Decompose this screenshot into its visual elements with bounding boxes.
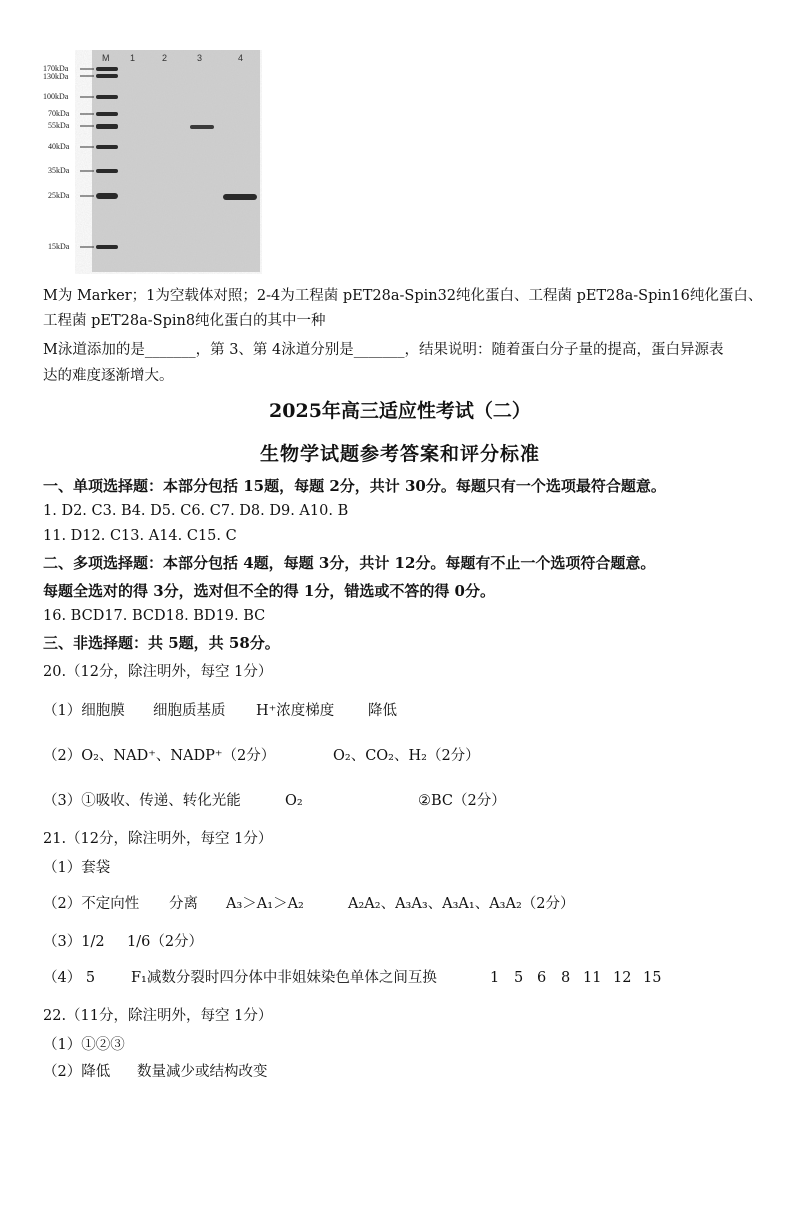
section1-heading: 一、单项选择题：本部分包括 15题，每题 2分，共计 30分。每题只有一个选项最符合题意。 <box>43 477 666 495</box>
lane-label-2: 2 <box>162 53 168 63</box>
ladder-band-35 <box>96 169 118 173</box>
q20-a3-part2: O₂ <box>285 793 303 809</box>
q20-a3-part1: （3）①吸收、传递、转化光能 <box>43 793 241 809</box>
ladder-band-70 <box>96 112 118 116</box>
ladder-band-100 <box>96 95 118 99</box>
ladder-band-55 <box>96 124 118 129</box>
section3-heading: 三、非选择题：共 5题，共 58分。 <box>43 634 280 652</box>
ladder-band-40 <box>96 145 118 149</box>
q22-head: 22.（11分，除注明外，每空 1分） <box>43 1008 273 1024</box>
caption-line-1: M为 Marker；1为空载体对照；2-4为工程菌 pET28a-Spin32纯化蛋白、工程菌 pET28a-Spin16纯化蛋白、 <box>43 288 763 304</box>
ladder-band-25 <box>96 193 118 199</box>
page-title: 2025年高三适应性考试（二） <box>269 400 531 422</box>
ladder-band-15 <box>96 245 118 249</box>
page-subtitle: 生物学试题参考答案和评分标准 <box>259 443 540 465</box>
lane4-band <box>223 194 257 200</box>
q21-a4-num5: 11 <box>583 970 602 986</box>
q21-a2-part1: （2）不定向性 <box>43 896 140 912</box>
q21-a4-num1: 1 <box>490 970 500 986</box>
q20-a1-part1: （1）细胞膜 <box>43 703 125 719</box>
q21-a4-num6: 12 <box>613 970 632 986</box>
caption-line-2: 工程菌 pET28a-Spin8纯化蛋白的其中一种 <box>43 313 326 329</box>
section1-answers-row1: 1. D2. C3. B4. D5. C6. C7. D8. D9. A10. B <box>43 503 349 519</box>
section1-answers-row2: 11. D12. C13. A14. C15. C <box>43 528 237 544</box>
q21-a2-part4: A₂A₂、A₃A₃、A₃A₁、A₃A₂（2分） <box>348 896 575 912</box>
ladder-band-130 <box>96 74 118 78</box>
q20-a2-part1: （2）O₂、NAD⁺、NADP⁺（2分） <box>43 748 276 764</box>
marker-label-100: 100kDa <box>43 92 69 101</box>
q22-a2-part1: （2）降低 <box>43 1064 111 1080</box>
section2-heading-1: 二、多项选择题：本部分包括 4题，每题 3分，共计 12分。每题有不止一个选项符合题意。 <box>43 554 656 572</box>
marker-label-25: 25kDa <box>48 191 70 200</box>
marker-label-40: 40kDa <box>48 142 70 151</box>
marker-label-130: 130kDa <box>43 72 69 81</box>
marker-label-35: 35kDa <box>48 166 70 175</box>
caption-line-4: 达的难度逐渐增大。 <box>43 368 174 384</box>
q21-a4-num7: 15 <box>643 970 662 986</box>
ladder-band-170 <box>96 67 118 71</box>
q21-a4-num3: 6 <box>537 970 547 986</box>
lane-label-1: 1 <box>130 53 136 63</box>
lane-label-4: 4 <box>238 53 244 63</box>
section2-heading-2: 每题全选对的得 3分，选对但不全的得 1分，错选或不答的得 0分。 <box>43 582 495 600</box>
q21-a4-num2: 5 <box>514 970 524 986</box>
q21-head: 21.（12分，除注明外，每空 1分） <box>43 831 273 847</box>
q21-a2-part3: A₃＞A₁＞A₂ <box>226 896 304 912</box>
gel-figure <box>40 50 262 274</box>
gel-image <box>40 50 262 274</box>
q22-a2-part2: 数量减少或结构改变 <box>137 1064 268 1080</box>
q21-a3-part1: （3）1/2 <box>43 934 105 950</box>
section2-answers-row1: 16. BCD17. BCD18. BD19. BC <box>43 608 266 624</box>
lane3-band <box>190 125 214 129</box>
q21-a2-part2: 分离 <box>169 896 198 912</box>
q21-a1: （1）套袋 <box>43 860 111 876</box>
lane-label-m: M <box>102 53 110 63</box>
q20-a3-part3: ②BC（2分） <box>418 793 506 809</box>
marker-label-170: 170kDa <box>43 64 69 73</box>
q20-a2-part2: O₂、CO₂、H₂（2分） <box>333 748 480 764</box>
marker-label-15: 15kDa <box>48 242 70 251</box>
q20-a1-part3: H⁺浓度梯度 <box>256 703 335 719</box>
q20-head: 20.（12分，除注明外，每空 1分） <box>43 664 273 680</box>
q21-a4-num4: 8 <box>561 970 571 986</box>
q22-a1: （1）①②③ <box>43 1037 125 1053</box>
lane-label-3: 3 <box>197 53 203 63</box>
q20-a1-part2: 细胞质基质 <box>153 703 226 719</box>
q21-a4-part1: （4） 5 <box>43 970 96 986</box>
caption-line-3: M泳道添加的是_______，第 3、第 4泳道分别是_______，结果说明：随着蛋白分子量的提高，蛋白异源表 <box>43 342 724 358</box>
q21-a3-part2: 1/6（2分） <box>127 934 204 950</box>
q21-a4-part2: F₁减数分裂时四分体中非姐妹染色单体之间互换 <box>131 970 437 986</box>
marker-label-70: 70kDa <box>48 109 70 118</box>
q20-a1-part4: 降低 <box>368 703 397 719</box>
marker-label-55: 55kDa <box>48 121 70 130</box>
